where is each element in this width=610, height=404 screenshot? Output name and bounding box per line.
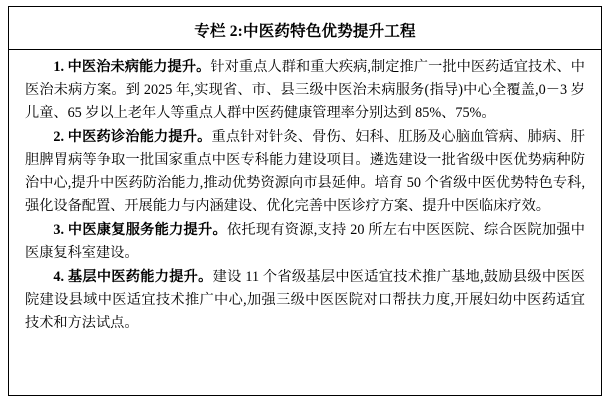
paragraph-2	[25, 126, 585, 218]
paragraph-4-text: 建设 11 个省级基层中医适宜技术推广基地,鼓励县级中医医院建设县域中医适宜技术推广中心,加强三级中医医院对口帮扶力度,开展妇幼中医药适宜技术和方法试点。	[25, 269, 585, 331]
page-title: 专栏 2:中医药特色优势提升工程	[194, 23, 416, 40]
paragraph-3-text: 依托现有资源,支持 20 所左右中医医院、综合医院加强中医康复科室建设。	[25, 222, 585, 261]
body-content	[9, 50, 601, 335]
paragraph-1-lead: 1. 中医治未病能力提升。	[53, 59, 211, 75]
paragraph-2-text: 重点针对针灸、骨伤、妇科、肛肠及心脑血管病、肺病、肝胆脾胃病等争取一批国家重点中医专科能力建设项目。遴选建设一批省级中医优势病种防治中心,提升中医药防治能力,推动优势资源向市县延伸。培育 50 个省级中医优势特色专科,强化设备配置、开展能力与内涵建设、优化完善中医诊疗方案、提升中医临床疗效。	[25, 129, 585, 214]
feature-box	[8, 6, 602, 396]
paragraph-3-lead: 3. 中医康复服务能力提升。	[53, 222, 227, 238]
paragraph-2-lead: 2. 中医药诊治能力提升。	[53, 129, 212, 145]
paragraph-1-text: 针对重点人群和重大疾病,制定推广一批中医药适宜技术、中医治未病方案。到 2025 年,实现省、市、县三级中医治未病服务(指导)中心全覆盖,0－3 岁儿童、65 岁以上老年人等重点人群中医药健康管理率分别达到 85%、75%。	[25, 59, 585, 121]
paragraph-4	[25, 266, 585, 335]
paragraph-3	[25, 219, 585, 265]
paragraph-1	[25, 56, 585, 125]
paragraph-4-lead: 4. 基层中医药能力提升。	[53, 269, 213, 285]
